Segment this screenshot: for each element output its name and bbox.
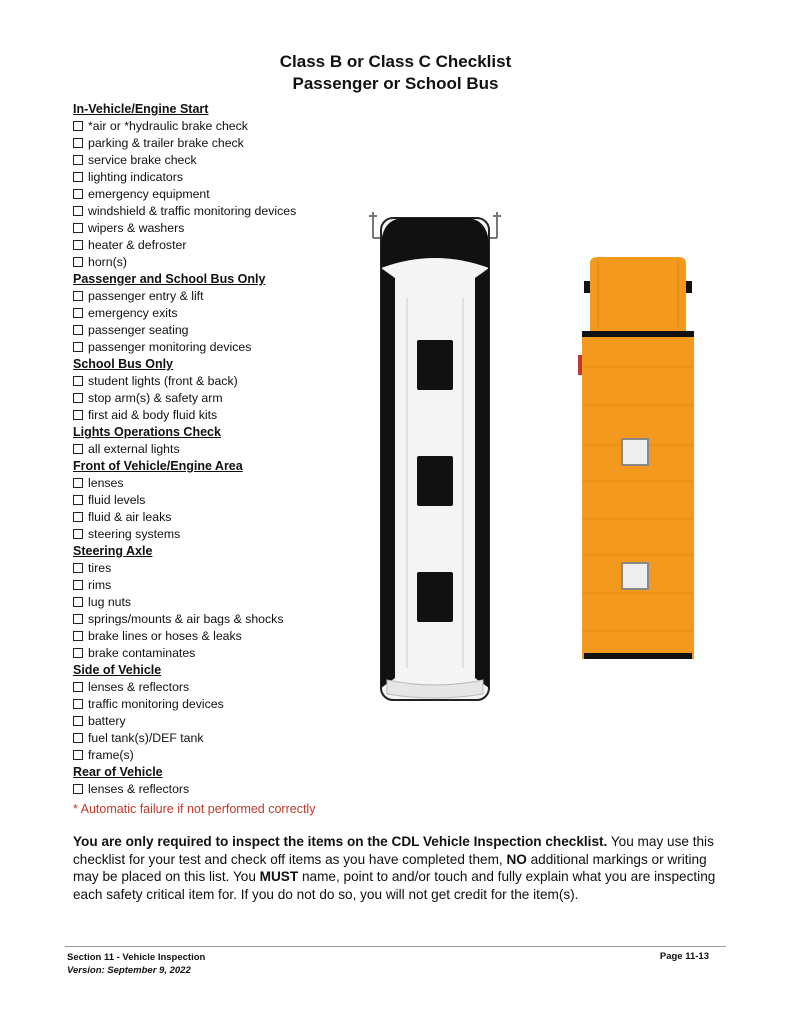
footer-page-number: Page 11-13 xyxy=(659,951,709,962)
checkbox-icon[interactable] xyxy=(73,257,83,267)
checklist-item-label: battery xyxy=(88,714,126,728)
section-heading: Passenger and School Bus Only xyxy=(73,272,266,286)
instructions-no: NO xyxy=(506,851,527,867)
checklist-item-label: parking & trailer brake check xyxy=(88,136,244,150)
checklist-item[interactable] xyxy=(73,509,373,526)
checklist-item[interactable] xyxy=(73,152,373,169)
checkbox-icon[interactable] xyxy=(73,529,83,539)
checklist-item-label: tires xyxy=(88,561,112,575)
checkbox-icon[interactable] xyxy=(73,478,83,488)
section-heading: In-Vehicle/Engine Start xyxy=(73,102,209,116)
checklist-item[interactable] xyxy=(73,713,373,730)
checklist-item[interactable] xyxy=(73,169,373,186)
checklist-item-label: emergency equipment xyxy=(88,187,210,201)
checklist-item-label: brake contaminates xyxy=(88,646,196,660)
checklist-item-label: brake lines or hoses & leaks xyxy=(88,629,242,643)
section-heading: Rear of Vehicle xyxy=(73,765,163,779)
checklist-item[interactable] xyxy=(73,135,373,152)
checklist-item[interactable] xyxy=(73,339,373,356)
checklist-item-label: traffic monitoring devices xyxy=(88,697,224,711)
checklist-item[interactable] xyxy=(73,645,373,662)
checkbox-icon[interactable] xyxy=(73,325,83,335)
checklist-item-label: springs/mounts & air bags & shocks xyxy=(88,612,284,626)
checklist-item[interactable] xyxy=(73,594,373,611)
checkbox-icon[interactable] xyxy=(73,138,83,148)
instructions-text-1: You may use this checklist for your test and check off items as you have completed them, xyxy=(73,834,714,867)
failure-note: * Automatic failure if not performed correctly xyxy=(73,802,316,816)
footer-section: Section 11 - Vehicle Inspection xyxy=(67,952,206,963)
checkbox-icon[interactable] xyxy=(73,495,83,505)
checkbox-icon[interactable] xyxy=(73,648,83,658)
page-subtitle: Passenger or School Bus xyxy=(292,74,499,93)
checkbox-icon[interactable] xyxy=(73,121,83,131)
checklist-item-label: frame(s) xyxy=(88,748,134,762)
section-heading: School Bus Only xyxy=(73,357,174,371)
inspection-checklist xyxy=(73,101,373,798)
checklist-item-label: lenses & reflectors xyxy=(88,680,190,694)
checklist-item[interactable] xyxy=(73,305,373,322)
instructions-paragraph xyxy=(73,833,733,903)
checklist-item[interactable] xyxy=(73,730,373,747)
checkbox-icon[interactable] xyxy=(73,444,83,454)
checklist-item-label: rims xyxy=(88,578,112,592)
checklist-item-label: emergency exits xyxy=(88,306,178,320)
checkbox-icon[interactable] xyxy=(73,750,83,760)
checklist-item-label: passenger entry & lift xyxy=(88,289,204,303)
footer-divider xyxy=(65,946,726,947)
checklist-item[interactable] xyxy=(73,373,373,390)
checklist-item-label: steering systems xyxy=(88,527,181,541)
checklist-item[interactable] xyxy=(73,407,373,424)
checklist-item-label: windshield & traffic monitoring devices xyxy=(88,204,297,218)
instructions-intro: You are only required to inspect the items on the CDL Vehicle Inspection checklist. xyxy=(73,834,608,849)
checklist-item-label: passenger seating xyxy=(88,323,189,337)
checkbox-icon[interactable] xyxy=(73,155,83,165)
checklist-item[interactable] xyxy=(73,220,373,237)
checklist-item-label: fuel tank(s)/DEF tank xyxy=(88,731,204,745)
checkbox-icon[interactable] xyxy=(73,410,83,420)
checklist-item-label: lug nuts xyxy=(88,595,132,609)
section-heading: Side of Vehicle xyxy=(73,663,162,677)
checklist-item[interactable] xyxy=(73,441,373,458)
checklist-item-label: lighting indicators xyxy=(88,170,184,184)
checklist-item[interactable] xyxy=(73,322,373,339)
checkbox-icon[interactable] xyxy=(73,189,83,199)
checklist-item-label: heater & defroster xyxy=(88,238,187,252)
checklist-item-label: passenger monitoring devices xyxy=(88,340,252,354)
checklist-item-label: fluid levels xyxy=(88,493,146,507)
checklist-item[interactable] xyxy=(73,611,373,628)
checklist-item[interactable] xyxy=(73,186,373,203)
checkbox-icon[interactable] xyxy=(73,682,83,692)
page-title: Class B or Class C Checklist xyxy=(279,52,512,71)
instructions-text-2: additional markings or writing may be placed on this list. You xyxy=(73,851,707,884)
checklist-item-label: lenses xyxy=(88,476,124,490)
checkbox-icon[interactable] xyxy=(73,512,83,522)
section-heading: Front of Vehicle/Engine Area xyxy=(73,459,243,473)
checkbox-icon[interactable] xyxy=(73,699,83,709)
checklist-item[interactable] xyxy=(73,679,373,696)
checklist-item[interactable] xyxy=(73,203,373,220)
checklist-item-label: all external lights xyxy=(88,442,180,456)
checkbox-icon[interactable] xyxy=(73,393,83,403)
instructions-must: MUST xyxy=(259,869,299,884)
checklist-item[interactable] xyxy=(73,577,373,594)
checklist-item-label: fluid & air leaks xyxy=(88,510,172,524)
section-heading: Lights Operations Check xyxy=(73,425,221,439)
checklist-item[interactable] xyxy=(73,288,373,305)
checkbox-icon[interactable] xyxy=(73,733,83,743)
checklist-item-label: stop arm(s) & safety arm xyxy=(88,391,223,405)
checkbox-icon[interactable] xyxy=(73,784,83,794)
checklist-item[interactable] xyxy=(73,118,373,135)
checkbox-icon[interactable] xyxy=(73,631,83,641)
checkbox-icon[interactable] xyxy=(73,206,83,216)
checklist-item[interactable] xyxy=(73,696,373,713)
checklist-item[interactable] xyxy=(73,560,373,577)
checklist-item-label: first aid & body fluid kits xyxy=(88,408,218,422)
checkbox-icon[interactable] xyxy=(73,172,83,182)
checklist-item[interactable] xyxy=(73,781,373,798)
checklist-item-label: wipers & washers xyxy=(88,221,185,235)
checkbox-icon[interactable] xyxy=(73,308,83,318)
footer-version: Version: September 9, 2022 xyxy=(67,965,191,976)
checklist-item[interactable] xyxy=(73,475,373,492)
orange-school-bus-top-view-icon xyxy=(578,255,698,665)
checkbox-icon[interactable] xyxy=(73,342,83,352)
checklist-item-label: lenses & reflectors xyxy=(88,782,190,796)
checkbox-icon[interactable] xyxy=(73,240,83,250)
checklist-item-label: student lights (front & back) xyxy=(88,374,238,388)
checklist-item-label: service brake check xyxy=(88,153,197,167)
checklist-item[interactable] xyxy=(73,526,373,543)
checklist-item[interactable] xyxy=(73,390,373,407)
checkbox-icon[interactable] xyxy=(73,597,83,607)
checklist-item-label: *air or *hydraulic brake check xyxy=(88,119,248,133)
instructions-text-3: name, point to and/or touch and fully explain what you are inspecting each safety critical item for. If you do not do so, you will not get credit for the item(s). xyxy=(73,869,716,902)
checklist-item[interactable] xyxy=(73,747,373,764)
checklist-item[interactable] xyxy=(73,492,373,509)
checkbox-icon[interactable] xyxy=(73,223,83,233)
checkbox-icon[interactable] xyxy=(73,291,83,301)
footer-left xyxy=(67,951,205,977)
checkbox-icon[interactable] xyxy=(73,614,83,624)
section-heading: Steering Axle xyxy=(73,544,153,558)
checkbox-icon[interactable] xyxy=(73,716,83,726)
checkbox-icon[interactable] xyxy=(73,376,83,386)
checklist-item-label: horn(s) xyxy=(88,255,127,269)
checklist-item[interactable] xyxy=(73,237,373,254)
checklist-item[interactable] xyxy=(73,254,373,271)
checkbox-icon[interactable] xyxy=(73,563,83,573)
checkbox-icon[interactable] xyxy=(73,580,83,590)
white-bus-top-view-icon xyxy=(365,208,505,704)
checklist-item[interactable] xyxy=(73,628,373,645)
